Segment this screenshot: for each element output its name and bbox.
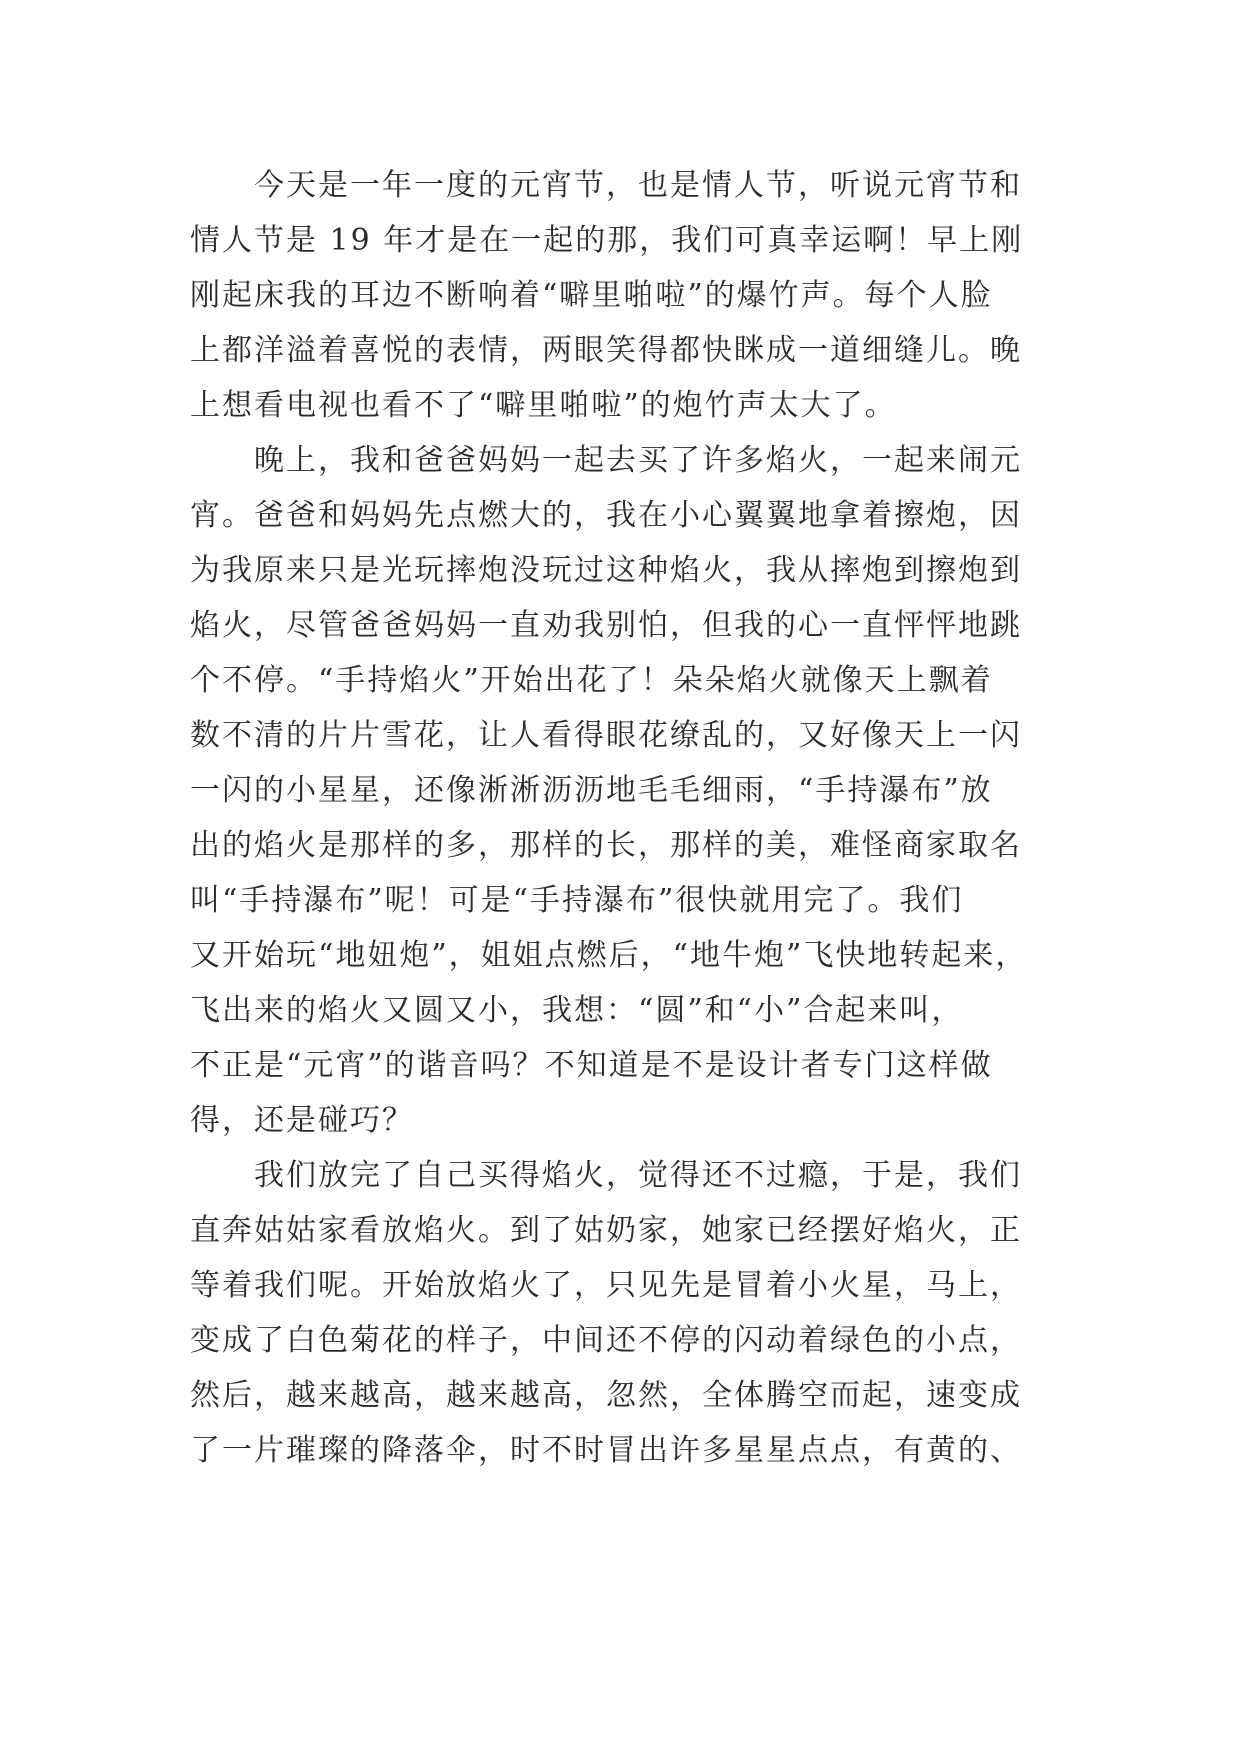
text-line: 然后，越来越高，越来越高，忽然，全体腾空而起，速变成 bbox=[190, 1378, 1022, 1413]
text-line: 等着我们呢。开始放焰火了，只见先是冒着小火星，马上， bbox=[190, 1268, 1022, 1303]
text-line: 刚起床我的耳边不断响着“噼里啪啦”的爆竹声。每个人脸 bbox=[190, 278, 993, 313]
text-line: 宵。爸爸和妈妈先点燃大的，我在小心翼翼地拿着擦炮，因 bbox=[190, 498, 1022, 533]
text-line: 我们放完了自己买得焰火，觉得还不过瘾，于是，我们 bbox=[254, 1158, 1022, 1193]
text-line: 情人节是 19 年才是在一起的那，我们可真幸运啊！早上刚 bbox=[190, 223, 1024, 258]
paragraph-3 bbox=[190, 1148, 1070, 1478]
text-line: 又开始玩“地妞炮”，姐姐点燃后，“地牛炮”飞快地转起来， bbox=[190, 938, 1028, 973]
paragraph-2 bbox=[190, 433, 1070, 1148]
text-line: 直奔姑姑家看放焰火。到了姑奶家，她家已经摆好焰火，正 bbox=[190, 1213, 1022, 1248]
text-line: 焰火，尽管爸爸妈妈一直劝我别怕，但我的心一直怦怦地跳 bbox=[190, 608, 1022, 643]
text-line: 了一片璀璨的降落伞，时不时冒出许多星星点点，有黄的、 bbox=[190, 1433, 1022, 1468]
document-body bbox=[190, 158, 1070, 1478]
text-line: 个不停。“手持焰火”开始出花了！朵朵焰火就像天上飘着 bbox=[190, 663, 993, 698]
text-line: 晚上，我和爸爸妈妈一起去买了许多焰火，一起来闹元 bbox=[254, 443, 1022, 478]
text-line: 不正是“元宵”的谐音吗？不知道是不是设计者专门这样做 bbox=[190, 1048, 993, 1083]
text-line: 飞出来的焰火又圆又小，我想：“圆”和“小”合起来叫， bbox=[190, 993, 964, 1028]
text-line: 为我原来只是光玩摔炮没玩过这种焰火，我从摔炮到擦炮到 bbox=[190, 553, 1022, 588]
text-line: 上都洋溢着喜悦的表情，两眼笑得都快眯成一道细缝儿。晚 bbox=[190, 333, 1022, 368]
text-line: 变成了白色菊花的样子，中间还不停的闪动着绿色的小点， bbox=[190, 1323, 1022, 1358]
text-line: 数不清的片片雪花，让人看得眼花缭乱的，又好像天上一闪 bbox=[190, 718, 1022, 753]
text-line: 出的焰火是那样的多，那样的长，那样的美，难怪商家取名 bbox=[190, 828, 1022, 863]
text-line: 今天是一年一度的元宵节，也是情人节，听说元宵节和 bbox=[254, 168, 1022, 203]
text-line: 得，还是碰巧？ bbox=[190, 1103, 414, 1138]
text-line: 上想看电视也看不了“噼里啪啦”的炮竹声太大了。 bbox=[190, 388, 897, 423]
paragraph-1 bbox=[190, 158, 1070, 433]
text-line: 叫“手持瀑布”呢！可是“手持瀑布”很快就用完了。我们 bbox=[190, 883, 964, 918]
text-line: 一闪的小星星，还像淅淅沥沥地毛毛细雨，“手持瀑布”放 bbox=[190, 773, 993, 808]
